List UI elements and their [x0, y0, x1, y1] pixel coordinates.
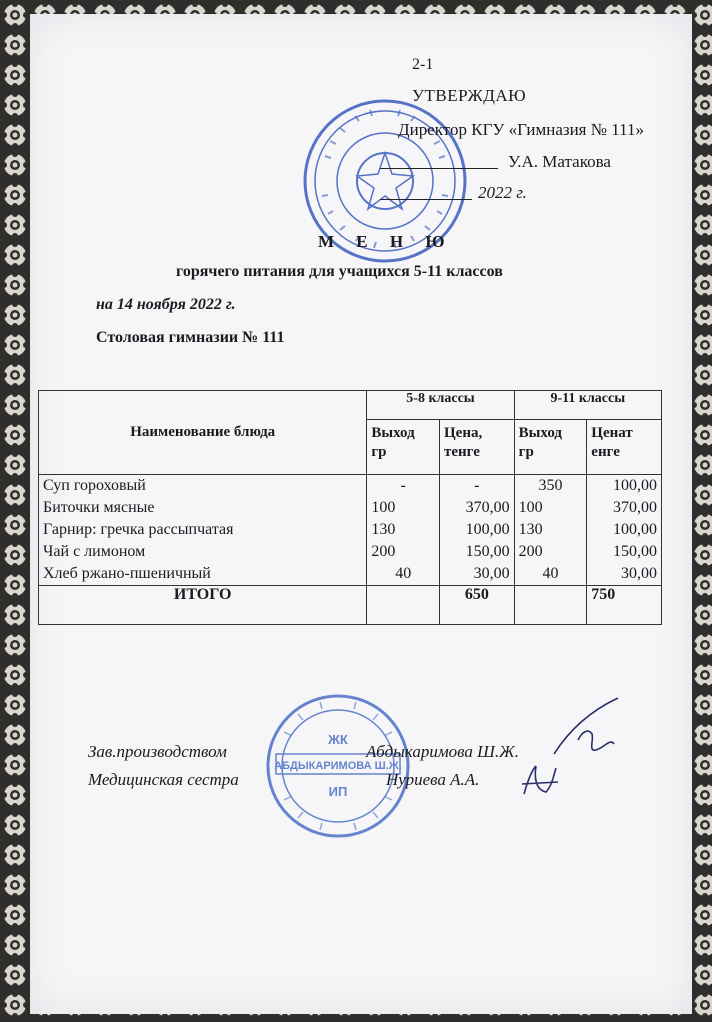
output-5-8-value: 100	[371, 499, 396, 516]
dish-names-cell	[39, 475, 367, 586]
total-9-11: 750	[587, 586, 662, 625]
output-9-11-cell	[514, 475, 587, 586]
header-dish-name: Наименование блюда	[39, 391, 367, 475]
dish-name: Суп гороховый	[43, 477, 146, 494]
director-signature-line	[380, 152, 611, 172]
output-5-8-value: 130	[371, 521, 396, 538]
document-number: 2-1	[412, 56, 434, 73]
dish-name: Чай с лимоном	[43, 543, 146, 560]
header-output-5-8-line1: Выход	[371, 425, 415, 441]
header-group-9-11: 9-11 классы	[514, 391, 661, 420]
table-header-row	[39, 391, 662, 420]
price-5-8-value: 150,00	[465, 543, 510, 560]
output-9-11-value: 40	[542, 565, 559, 582]
price-5-8-value: 30,00	[473, 565, 510, 582]
menu-title: М Е Н Ю	[318, 232, 454, 251]
price-9-11-value: 100,00	[613, 477, 657, 494]
director-position: Директор КГУ «Гимназия № 111»	[398, 120, 644, 139]
header-price-5-8-line2: тенге	[444, 444, 480, 460]
total-label: ИТОГО	[39, 586, 367, 625]
header-output-9-11-line2: гр	[518, 444, 534, 460]
price-9-11-value: 100,00	[613, 521, 657, 538]
price-9-11-value: 150,00	[613, 543, 657, 560]
header-price-5-8	[440, 420, 515, 475]
canteen-name: Столовая гимназии № 111	[96, 329, 285, 346]
header-price-5-8-line1: Цена,	[444, 425, 483, 441]
output-9-11-value: 130	[518, 521, 543, 538]
signature-role: Медицинская сестра	[88, 770, 239, 789]
ip-stamp-bottom: ИП	[328, 784, 348, 799]
approval-heading: УТВЕРЖДАЮ	[412, 86, 527, 105]
header-output-5-8-line2: гр	[371, 444, 387, 460]
ip-stamp-top: ЖК	[328, 732, 348, 747]
table-body-row	[39, 475, 662, 586]
signature-role: Зав.производством	[88, 742, 227, 761]
output-9-11-value: 350	[538, 477, 563, 494]
signature-name: Абдыкаримова Ш.Ж.	[366, 742, 519, 761]
output-9-11-value: 100	[518, 499, 543, 516]
director-name: У.А. Матакова	[508, 152, 611, 171]
approval-date: 2022 г.	[478, 183, 527, 202]
total-5-8: 650	[440, 586, 515, 625]
menu-date: на 14 ноября 2022 г.	[96, 296, 236, 313]
menu-subtitle: горячего питания для учащихся 5-11 классов	[176, 263, 503, 280]
header-output-9-11	[514, 420, 587, 475]
total-empty-cell	[514, 586, 587, 625]
header-group-5-8: 5-8 классы	[367, 391, 514, 420]
header-price-9-11-line2: енге	[591, 444, 620, 460]
dish-name: Хлеб ржано-пшеничный	[43, 565, 211, 582]
signature-name: Нуриева А.А.	[386, 770, 480, 789]
price-9-11-cell	[587, 475, 662, 586]
ip-stamp-name: АБДЫКАРИМОВА Ш.Ж.	[274, 760, 402, 772]
approval-date-line	[380, 183, 527, 203]
output-5-8-value: -	[400, 477, 406, 494]
dish-name: Гарнир: гречка рассыпчатая	[43, 521, 234, 538]
menu-table	[38, 390, 662, 625]
total-empty-cell	[367, 586, 440, 625]
output-5-8-value: 200	[371, 543, 396, 560]
price-9-11-value: 30,00	[621, 565, 657, 582]
output-9-11-value: 200	[518, 543, 543, 560]
dish-name: Биточки мясные	[43, 499, 155, 516]
header-price-9-11-line1: Ценат	[591, 425, 633, 441]
header-price-9-11	[587, 420, 662, 475]
handwritten-signature	[548, 692, 638, 768]
handwritten-signature	[518, 760, 574, 804]
output-5-8-value: 40	[395, 565, 412, 582]
price-9-11-value: 370,00	[613, 499, 657, 516]
total-row	[39, 586, 662, 625]
price-5-8-value: 370,00	[465, 499, 510, 516]
ip-seal-stamp	[264, 692, 412, 840]
price-5-8-cell	[440, 475, 515, 586]
output-5-8-cell	[367, 475, 440, 586]
header-output-5-8	[367, 420, 440, 475]
price-5-8-value: -	[474, 477, 480, 494]
price-5-8-value: 100,00	[465, 521, 510, 538]
header-output-9-11-line1: Выход	[518, 425, 562, 441]
